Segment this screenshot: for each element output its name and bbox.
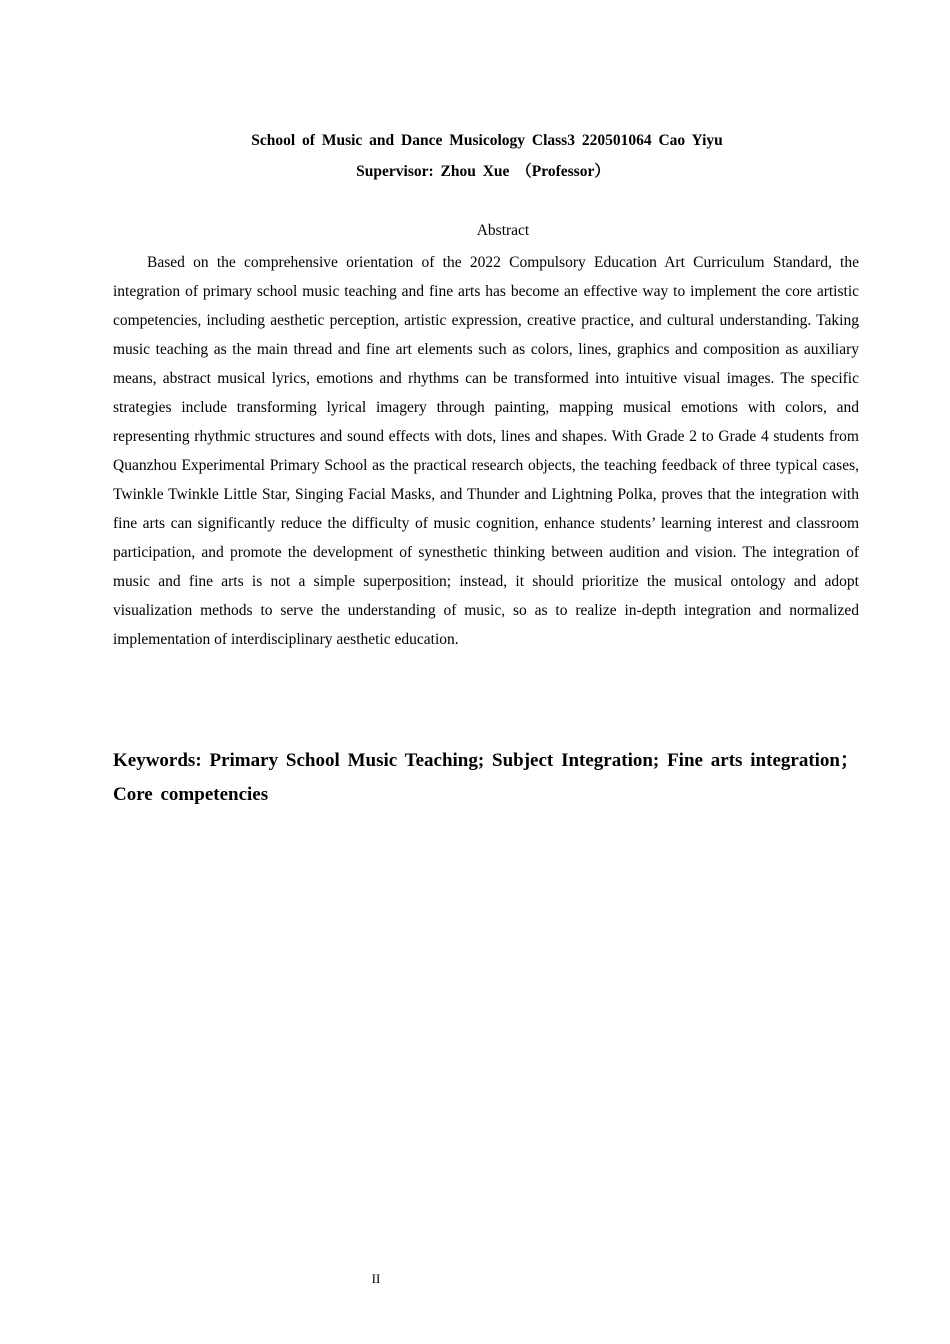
abstract-heading: Abstract [476,222,530,239]
page-number: II [371,1271,381,1286]
supervisor-info: Supervisor: Zhou Xue （Professor） [356,163,610,180]
abstract-body: Based on the comprehensive orientation of the 2022 Compulsory Education Art Curriculum Standard, the integration of primary school music teaching and fine arts has become an effective way to implement the core artistic competencies, including aesthetic perception, artistic expression, creative practice, and cultural understanding. Taking music teaching as the main thread and fine art elements such as colors, lines, graphics and composition as auxiliary means, abstract musical lyrics, emotions and rhythms can be transformed into intuitive visual images. The specific strategies include transforming lyrical imagery through painting, mapping musical emotions with colors, and representing rhythmic structures and sound effects with dots, lines and shapes. With Grade 2 to Grade 4 students from Quanzhou Experimental Primary School as the practical research objects, the teaching feedback of three typical cases, Twinkle Twinkle Little Star, Singing Facial Masks, and Thunder and Lightning Polka, proves that the integration with fine arts can significantly reduce the difficulty of music cognition, enhance students’ learning interest and classroom participation, and promote the development of synesthetic thinking between audition and vision. The integration of music and fine arts is not a simple superposition; instead, it should prioritize the musical ontology and adopt visualization methods to serve the understanding of music, so as to realize in-depth integration and normalized implementation of interdisciplinary aesthetic education. [113,254,859,648]
keywords: Keywords: Primary School Music Teaching; Subject Integration; Fine arts integration；Core competencies [113,750,859,805]
author-info: School of Music and Dance Musicology Class3 220501064 Cao Yiyu [251,132,723,149]
